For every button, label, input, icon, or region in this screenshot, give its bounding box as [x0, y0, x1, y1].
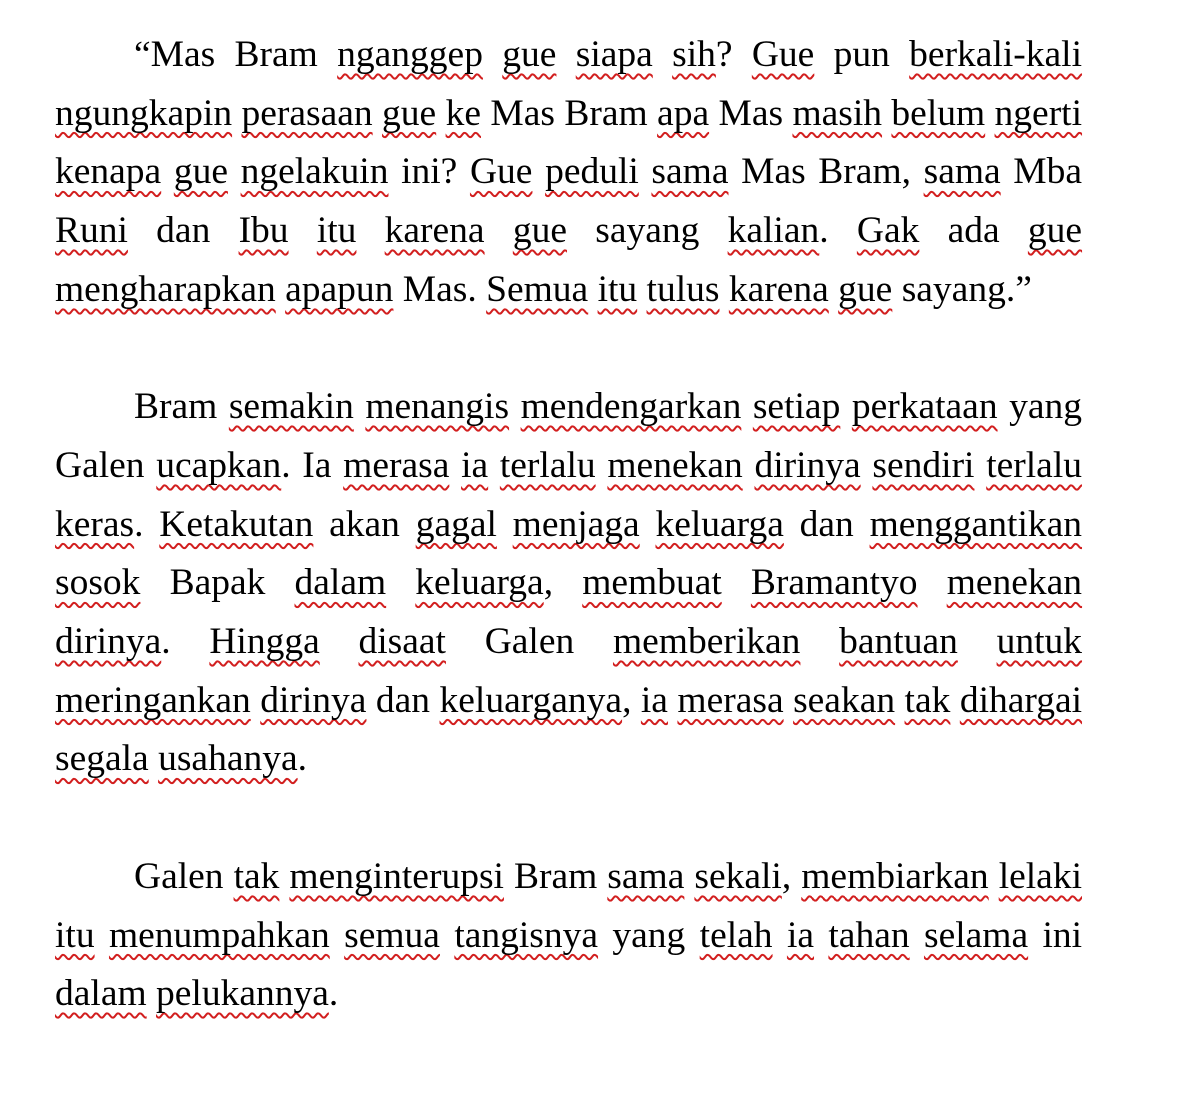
- spellcheck-flagged-word[interactable]: seakan: [793, 679, 896, 721]
- spellcheck-flagged-word[interactable]: untuk: [996, 621, 1083, 663]
- spellcheck-flagged-word[interactable]: kalian: [727, 210, 820, 252]
- spellcheck-flagged-word[interactable]: dirinya: [260, 679, 367, 721]
- spellcheck-flagged-word[interactable]: mengharapkan: [55, 268, 276, 310]
- text-run: Mas.: [393, 268, 487, 310]
- spellcheck-flagged-word[interactable]: sih: [672, 34, 716, 75]
- spellcheck-flagged-word[interactable]: Ibu: [238, 210, 289, 252]
- text-run: dan: [366, 679, 440, 721]
- spellcheck-flagged-word[interactable]: gagal: [415, 503, 497, 545]
- text-run: [279, 856, 289, 897]
- spellcheck-flagged-word[interactable]: mendengarkan: [520, 386, 742, 428]
- text-run: [330, 915, 344, 956]
- paragraph-2: [55, 378, 1082, 789]
- spellcheck-flagged-word[interactable]: keluarganya: [439, 679, 623, 721]
- text-run: [596, 445, 608, 486]
- text-run: [918, 562, 947, 603]
- spellcheck-flagged-word[interactable]: sekali: [694, 855, 782, 897]
- spellcheck-flagged-word[interactable]: perasaan: [241, 92, 373, 134]
- text-run: [861, 445, 873, 486]
- spellcheck-flagged-word[interactable]: menangis: [365, 386, 510, 428]
- spellcheck-flagged-word[interactable]: menginterupsi: [289, 855, 504, 897]
- spellcheck-flagged-word[interactable]: perkataan: [851, 386, 998, 428]
- spellcheck-flagged-word[interactable]: keluarga: [415, 562, 544, 604]
- spellcheck-flagged-word[interactable]: Bramantyo: [750, 562, 918, 604]
- spellcheck-flagged-word[interactable]: sosok: [55, 562, 141, 604]
- spellcheck-flagged-word[interactable]: itu: [316, 210, 357, 252]
- spellcheck-flagged-word[interactable]: gue: [502, 34, 557, 75]
- spellcheck-flagged-word[interactable]: usahanya: [158, 738, 298, 780]
- text-run: [354, 386, 366, 427]
- text-run: [588, 269, 597, 310]
- text-run: [436, 93, 445, 134]
- spellcheck-flagged-word[interactable]: itu: [597, 268, 638, 310]
- spellcheck-flagged-word[interactable]: ngelakuin: [240, 151, 389, 193]
- text-run: sayang.”: [892, 268, 1032, 310]
- text-run: Mas Bram,: [728, 151, 924, 193]
- spellcheck-flagged-word[interactable]: menjaga: [512, 503, 640, 545]
- spellcheck-flagged-word[interactable]: merasa: [343, 444, 450, 486]
- text-run: ,: [781, 855, 802, 897]
- text-run: [814, 915, 828, 956]
- spellcheck-flagged-word[interactable]: kenapa: [55, 151, 162, 193]
- text-run: [440, 915, 454, 956]
- text-run: [509, 386, 521, 427]
- spellcheck-flagged-word[interactable]: pelukannya: [156, 973, 329, 1015]
- spellcheck-flagged-word[interactable]: sama: [651, 151, 729, 193]
- spellcheck-flagged-word[interactable]: keluarga: [655, 503, 784, 545]
- spellcheck-flagged-word[interactable]: keras: [55, 503, 135, 545]
- spellcheck-flagged-word[interactable]: gue: [838, 268, 893, 310]
- spellcheck-flagged-word[interactable]: menekan: [946, 562, 1083, 604]
- text-run: [743, 445, 755, 486]
- spellcheck-flagged-word[interactable]: menggantikan: [869, 503, 1083, 545]
- spellcheck-flagged-word[interactable]: berkali-kali: [909, 34, 1083, 75]
- text-run: [668, 680, 677, 721]
- text-run: [147, 973, 156, 1014]
- text-run: [485, 210, 513, 251]
- spellcheck-flagged-word[interactable]: ucapkan: [156, 444, 282, 486]
- spellcheck-flagged-word[interactable]: tahan: [828, 914, 910, 956]
- text-run: pun: [814, 34, 910, 75]
- spellcheck-flagged-word[interactable]: gue: [1027, 210, 1083, 252]
- spellcheck-flagged-word[interactable]: dirinya: [754, 444, 861, 486]
- spellcheck-flagged-word[interactable]: terlalu: [986, 444, 1082, 486]
- text-run: [684, 856, 694, 897]
- spellcheck-flagged-word[interactable]: ke: [445, 92, 481, 134]
- text-run: [722, 562, 751, 603]
- text-run: [161, 151, 174, 192]
- document-page: [55, 26, 1082, 1024]
- text-run: . Ia: [281, 444, 344, 486]
- text-run: [639, 151, 652, 192]
- spellcheck-flagged-word[interactable]: dalam: [294, 562, 387, 604]
- spellcheck-flagged-word[interactable]: karena: [384, 210, 485, 252]
- text-run: [882, 93, 891, 134]
- spellcheck-flagged-word[interactable]: ngungkapin: [55, 92, 233, 134]
- spellcheck-flagged-word[interactable]: belum: [891, 92, 986, 134]
- spellcheck-flagged-word[interactable]: ia: [461, 444, 489, 486]
- spellcheck-flagged-word[interactable]: Gak: [856, 210, 920, 252]
- spellcheck-flagged-word[interactable]: Runi: [55, 210, 128, 252]
- text-run: Bram: [503, 855, 608, 897]
- text-run: Bapak: [140, 562, 295, 604]
- text-run: [488, 445, 500, 486]
- text-run: [251, 680, 260, 721]
- spellcheck-flagged-word[interactable]: tangisnya: [454, 914, 599, 956]
- spellcheck-flagged-word[interactable]: karena: [728, 268, 829, 310]
- spellcheck-flagged-word[interactable]: Gue: [751, 34, 815, 75]
- text-run: Mas: [709, 92, 793, 134]
- spellcheck-flagged-word[interactable]: sendiri: [872, 444, 975, 486]
- spellcheck-flagged-word[interactable]: siapa: [575, 34, 653, 75]
- text-run: Galen: [134, 855, 234, 897]
- text-run: Mas Bram: [480, 92, 658, 134]
- text-run: [640, 504, 656, 545]
- text-run: [556, 34, 575, 75]
- text-run: [276, 269, 285, 310]
- spellcheck-flagged-word[interactable]: gue: [382, 92, 437, 134]
- text-run: sayang: [566, 210, 728, 252]
- spellcheck-flagged-word[interactable]: semua: [344, 914, 440, 956]
- text-run: [637, 269, 646, 310]
- text-run: ?: [715, 34, 752, 75]
- text-run: [320, 621, 359, 662]
- text-run: [497, 504, 513, 545]
- spellcheck-flagged-word[interactable]: meringankan: [55, 679, 251, 721]
- text-run: Mba: [1000, 151, 1083, 193]
- spellcheck-flagged-word[interactable]: disaat: [358, 621, 446, 663]
- spellcheck-flagged-word[interactable]: dihargai: [959, 679, 1083, 721]
- spellcheck-flagged-word[interactable]: nganggep: [337, 34, 483, 75]
- text-run: [449, 445, 461, 486]
- spellcheck-flagged-word[interactable]: Ketakutan: [159, 503, 314, 545]
- text-run: [950, 680, 959, 721]
- text-run: [719, 269, 728, 310]
- text-run: yang Galen: [55, 386, 1082, 486]
- text-run: [373, 93, 382, 134]
- spellcheck-flagged-word[interactable]: ia: [640, 679, 668, 721]
- spellcheck-flagged-word[interactable]: semakin: [228, 386, 354, 428]
- spellcheck-flagged-word[interactable]: sama: [607, 855, 685, 897]
- text-run: Bram: [134, 386, 229, 428]
- text-run: [895, 680, 904, 721]
- text-run: [386, 562, 415, 603]
- text-run: .: [328, 973, 339, 1015]
- text-run: [228, 151, 241, 192]
- spellcheck-flagged-word[interactable]: itu: [55, 914, 95, 956]
- spellcheck-flagged-word[interactable]: tulus: [646, 268, 720, 310]
- text-run: [532, 151, 545, 192]
- text-run: [840, 386, 852, 427]
- text-run: akan: [313, 503, 416, 545]
- text-run: [829, 269, 838, 310]
- text-run: ini?: [388, 151, 470, 193]
- spellcheck-flagged-word[interactable]: bantuan: [839, 621, 958, 663]
- text-run: [974, 445, 986, 486]
- text-run: yang: [598, 914, 700, 956]
- text-run: .: [819, 210, 857, 252]
- spellcheck-flagged-word[interactable]: dirinya: [55, 621, 162, 663]
- spellcheck-flagged-word[interactable]: tak: [233, 855, 280, 897]
- text-run: [910, 915, 924, 956]
- spellcheck-flagged-word[interactable]: sama: [923, 151, 1001, 193]
- spellcheck-flagged-word[interactable]: terlalu: [499, 444, 596, 486]
- spellcheck-flagged-word[interactable]: ngerti: [994, 92, 1083, 134]
- text-run: [483, 34, 502, 75]
- spellcheck-flagged-word[interactable]: peduli: [545, 151, 639, 193]
- text-run: ini: [1028, 914, 1083, 956]
- text-run: [784, 680, 793, 721]
- spellcheck-flagged-word[interactable]: Hingga: [209, 621, 320, 663]
- spellcheck-flagged-word[interactable]: gue: [173, 151, 228, 193]
- spellcheck-flagged-word[interactable]: apa: [657, 92, 710, 134]
- spellcheck-flagged-word[interactable]: selama: [923, 914, 1029, 956]
- spellcheck-flagged-word[interactable]: apapun: [285, 268, 394, 310]
- text-run: ,: [622, 679, 641, 721]
- text-run: [356, 210, 384, 251]
- text-run: Galen: [445, 621, 613, 663]
- text-run: “Mas Bram: [134, 34, 338, 75]
- spellcheck-flagged-word[interactable]: Gue: [469, 151, 533, 193]
- text-run: [773, 915, 787, 956]
- spellcheck-flagged-word[interactable]: ia: [786, 914, 815, 956]
- spellcheck-flagged-word[interactable]: membuat: [582, 562, 722, 604]
- text-run: dan: [127, 210, 239, 252]
- spellcheck-flagged-word[interactable]: setiap: [752, 386, 841, 428]
- spellcheck-flagged-word[interactable]: memberikan: [612, 621, 801, 663]
- spellcheck-flagged-word[interactable]: masih: [792, 92, 883, 134]
- text-run: [149, 738, 158, 779]
- text-run: .: [297, 738, 307, 780]
- paragraph-3: [55, 848, 1082, 1024]
- text-run: [289, 210, 317, 251]
- text-run: [741, 386, 753, 427]
- spellcheck-flagged-word[interactable]: merasa: [677, 679, 784, 721]
- spellcheck-flagged-word[interactable]: Semua: [486, 268, 589, 310]
- text-run: [989, 856, 999, 897]
- text-run: .: [161, 621, 210, 663]
- text-run: ,: [543, 562, 583, 604]
- spellcheck-flagged-word[interactable]: segala: [55, 738, 149, 780]
- text-run: .: [134, 503, 160, 545]
- spellcheck-flagged-word[interactable]: lelaki: [998, 855, 1082, 897]
- text-run: [95, 915, 109, 956]
- text-run: ada: [919, 210, 1028, 252]
- spellcheck-flagged-word[interactable]: dalam: [55, 973, 147, 1015]
- spellcheck-flagged-word[interactable]: menumpahkan: [108, 914, 330, 956]
- paragraph-1: [55, 26, 1082, 320]
- text-run: [800, 621, 839, 662]
- spellcheck-flagged-word[interactable]: menekan: [607, 444, 743, 486]
- spellcheck-flagged-word[interactable]: membiarkan: [801, 855, 989, 897]
- text-run: [958, 621, 997, 662]
- spellcheck-flagged-word[interactable]: telah: [699, 914, 773, 956]
- text-run: [985, 93, 994, 134]
- spellcheck-flagged-word[interactable]: gue: [512, 210, 567, 252]
- spellcheck-flagged-word[interactable]: tak: [904, 679, 951, 721]
- text-run: dan: [783, 503, 870, 545]
- text-run: [653, 34, 672, 75]
